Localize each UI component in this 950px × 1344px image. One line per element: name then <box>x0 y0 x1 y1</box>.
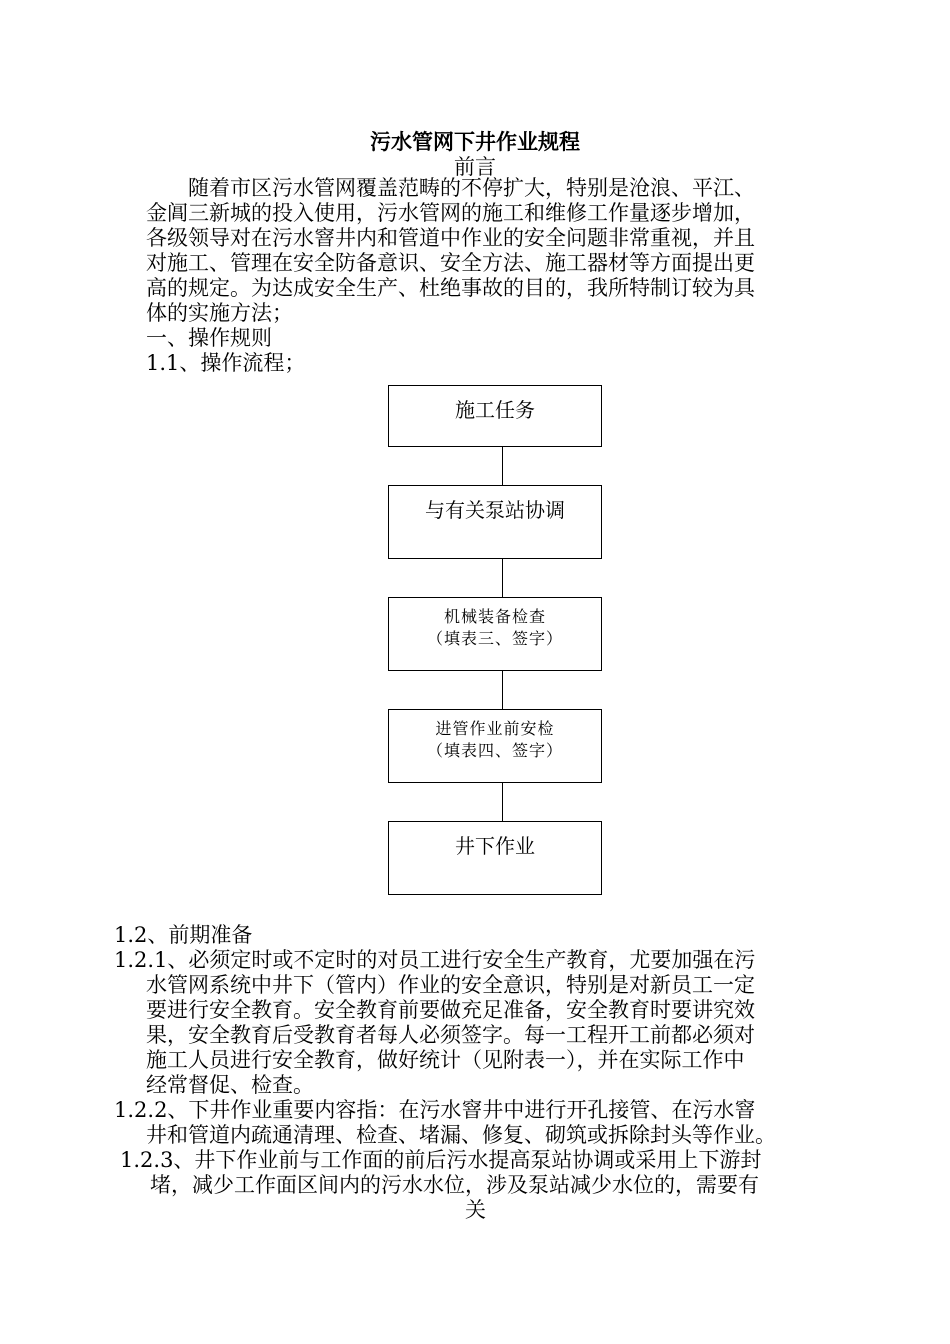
item-1-2-1-line: 1.2.1、必须定时或不定时的对员工进行安全生产教育，尤要加强在污 <box>114 948 756 972</box>
flow-connector <box>502 671 503 709</box>
preface-line: 高的规定。为达成安全生产、杜绝事故的目的，我所特制订较为具 <box>146 276 755 300</box>
item-1-2-1-line: 要进行安全教育。安全教育前要做充足准备，安全教育时要讲究效 <box>146 998 755 1022</box>
item-1-2-3-line: 关 <box>465 1198 486 1222</box>
subsection-heading: 1.2、前期准备 <box>114 923 253 947</box>
flow-step-underground-work <box>388 821 602 895</box>
flow-step-label: 与有关泵站协调 <box>425 498 565 522</box>
flow-step-pump-coordination <box>388 485 602 559</box>
preface-line: 随着市区污水管网覆盖范畴的不停扩大，特别是沧浪、平江、 <box>188 176 755 200</box>
section-heading: 一、操作规则 <box>146 326 272 350</box>
preface-line: 各级领导对在污水窨井内和管道中作业的安全问题非常重视，并且 <box>146 226 755 250</box>
flow-connector <box>502 559 503 597</box>
preface-line: 体的实施方法； <box>146 301 293 325</box>
item-1-2-3-line: 1.2.3、井下作业前与工作面的前后污水提高泵站协调或采用上下游封 <box>120 1148 762 1172</box>
item-1-2-2-line: 井和管道内疏通清理、检查、堵漏、修复、砌筑或拆除封头等作业。 <box>146 1123 776 1147</box>
document-title: 污水管网下井作业规程 <box>370 130 580 154</box>
flow-step-note: （填表四、签字） <box>426 741 563 760</box>
preface-line: 金阊三新城的投入使用，污水管网的施工和维修工作量逐步增加， <box>146 201 755 225</box>
item-1-2-1-line: 水管网系统中井下（管内）作业的安全意识，特别是对新员工一定 <box>146 973 755 997</box>
flow-connector <box>502 447 503 485</box>
item-1-2-3-line: 堵，减少工作面区间内的污水水位，涉及泵站减少水位的，需要有 <box>150 1173 759 1197</box>
preface-line: 对施工、管理在安全防备意识、安全方法、施工器材等方面提出更 <box>146 251 755 275</box>
item-1-2-2-line: 1.2.2、下井作业重要内容指：在污水窨井中进行开孔接管、在污水窨 <box>114 1098 756 1122</box>
flow-step-label: 井下作业 <box>455 834 535 858</box>
subsection-heading: 1.1、操作流程； <box>146 351 306 375</box>
item-1-2-1-line: 经常督促、检查。 <box>146 1073 314 1097</box>
preface-heading: 前言 <box>454 155 496 179</box>
flow-step-safety-check <box>388 709 602 783</box>
flow-step-label: 施工任务 <box>455 398 535 422</box>
flow-step-note: （填表三、签字） <box>426 629 563 648</box>
flow-connector <box>502 783 503 821</box>
item-1-2-1-line: 果，安全教育后受教育者每人必须签字。每一工程开工前都必须对 <box>146 1023 755 1047</box>
flow-step-label: 机械装备检查 <box>443 607 546 626</box>
item-1-2-1-line: 施工人员进行安全教育，做好统计（见附表一），并在实际工作中 <box>146 1048 745 1072</box>
flow-step-equipment-check <box>388 597 602 671</box>
flow-step-task <box>388 385 602 447</box>
flow-step-label: 进管作业前安检 <box>435 719 555 738</box>
